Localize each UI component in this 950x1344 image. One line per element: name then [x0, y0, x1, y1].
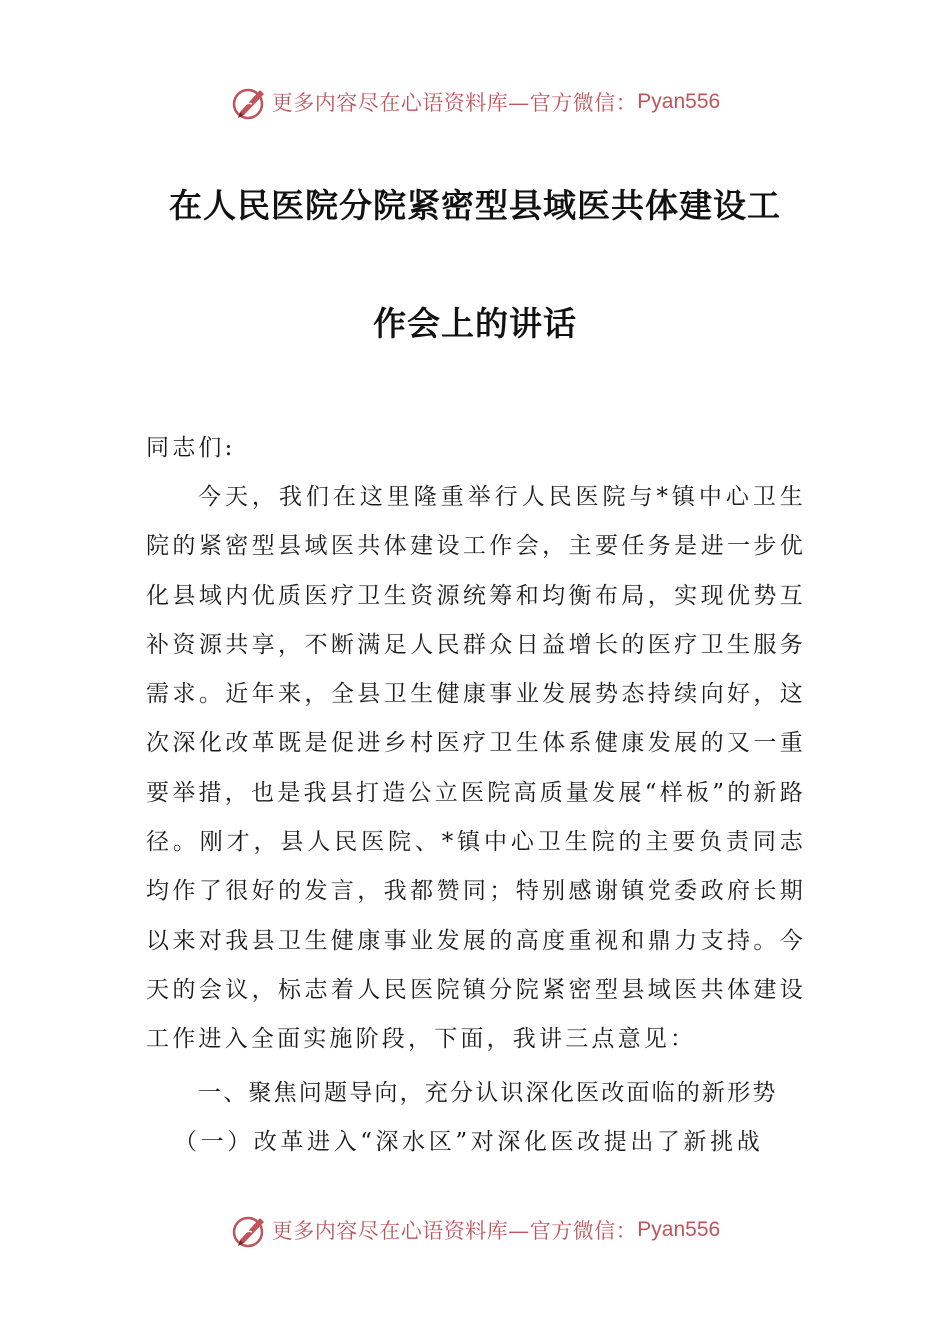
footer-banner	[0, 1208, 950, 1252]
document-title-line1: 在人民医院分院紧密型县域医共体建设工	[169, 186, 781, 225]
body-paragraph: 今天，我们在这里隆重举行人民医院与*镇中心卫生院的紧密型县域医共体建设工作会，主要任务是进一步优化县域内优质医疗卫生资源统筹和均衡布局，实现优势互补资源共享，不断满足人民群众日益增长的医疗卫生服务需求。近年来，全县卫生健康事业发展势态持续向好，这次深化改革既是促进乡村医疗卫生体系健康发展的又一重要举措，也是我县打造公立医院高质量发展“样板”的新路径。刚才，县人民医院、*镇中心卫生院的主要负责同志均作了很好的发言，我都赞同；特别感谢镇党委政府长期以来对我县卫生健康事业发展的高度重视和鼎力支持。今天的会议，标志着人民医院镇分院紧密型县域医共体建设工作进入全面实施阶段，下面，我讲三点意见：	[146, 484, 806, 1053]
pen-logo-icon	[230, 82, 270, 122]
header-banner	[0, 80, 950, 124]
document-title-line2: 作会上的讲话	[373, 304, 577, 343]
salutation: 同志们:	[146, 435, 236, 461]
banner-site-text: 更多内容尽在心语资料库—官方微信：	[271, 1219, 638, 1243]
banner-wechat-id: Pyan556	[637, 1218, 721, 1241]
subsection-heading: （一）改革进入“深水区”对深化医改提出了新挑战	[174, 1129, 764, 1155]
pen-logo-icon	[230, 1210, 270, 1250]
section-heading: 一、聚焦问题导向，充分认识深化医改面临的新形势	[198, 1080, 778, 1106]
banner-wechat-id: Pyan556	[637, 90, 721, 113]
banner-site-text: 更多内容尽在心语资料库—官方微信：	[271, 91, 638, 115]
